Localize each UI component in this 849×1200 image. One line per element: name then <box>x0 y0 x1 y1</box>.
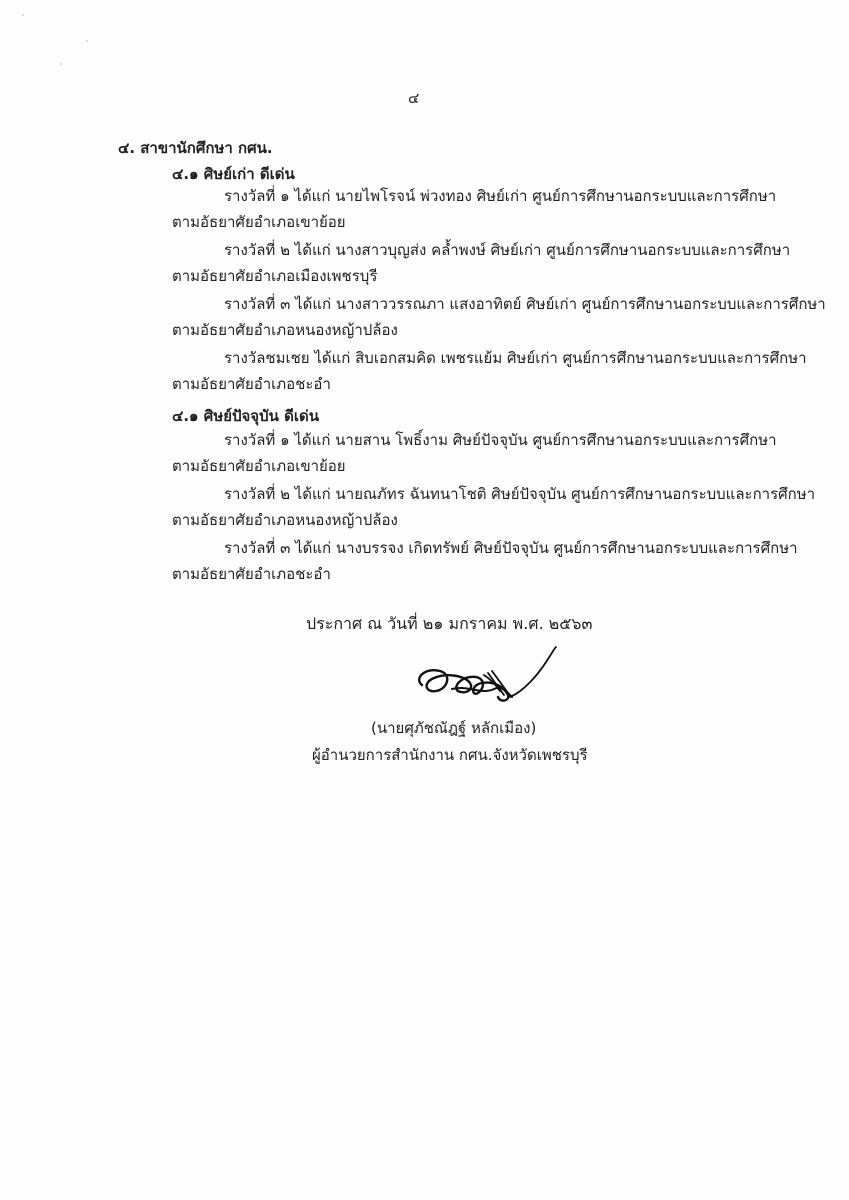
award-line: ตามอัธยาศัยอำเภอเขาย้อย <box>172 457 346 475</box>
signature-image <box>412 645 572 717</box>
subsection-heading-alumni: ๔.๑ ศิษย์เก่า ดีเด่น <box>172 165 295 183</box>
award-line: รางวัลที่ ๓ ได้แก่ นางบรรจง เกิดทรัพย์ ศิษย์ปัจจุบัน ศูนย์การศึกษานอกระบบและการศึกษา <box>224 539 798 557</box>
scan-speck <box>86 40 88 42</box>
subsection-heading-current: ๔.๑ ศิษย์ปัจจุบัน ดีเด่น <box>172 407 319 425</box>
scan-speck <box>22 14 24 16</box>
scan-speck <box>60 63 62 65</box>
page-number: ๔ <box>408 89 420 107</box>
award-line: รางวัลที่ ๑ ได้แก่ นายสาน โพธิ์งาม ศิษย์ปัจจุบัน ศูนย์การศึกษานอกระบบและการศึกษา <box>224 431 777 449</box>
section-heading: ๔. สาขานักศึกษา กศน. <box>118 139 273 157</box>
award-line: ตามอัธยาศัยอำเภอเมืองเพชรบุรี <box>172 267 378 285</box>
award-line: ตามอัธยาศัยอำเภอหนองหญ้าปล้อง <box>172 511 398 529</box>
award-line: รางวัลที่ ๒ ได้แก่ นางสาวบุญส่ง คล้ำพงษ์ ศิษย์เก่า ศูนย์การศึกษานอกระบบและการศึกษา <box>224 241 791 259</box>
award-line: ตามอัธยาศัยอำเภอเขาย้อย <box>172 213 346 231</box>
award-line: ตามอัธยาศัยอำเภอชะอำ <box>172 565 331 583</box>
award-line: รางวัลที่ ๓ ได้แก่ นางสาววรรณภา แสงอาทิตย์ ศิษย์เก่า ศูนย์การศึกษานอกระบบและการศึกษา <box>224 295 826 313</box>
award-line: รางวัลชมเชย ได้แก่ สิบเอกสมคิด เพชรแย้ม ศิษย์เก่า ศูนย์การศึกษานอกระบบและการศึกษา <box>224 349 807 367</box>
award-line: ตามอัธยาศัยอำเภอชะอำ <box>172 375 331 393</box>
award-line: ตามอัธยาศัยอำเภอหนองหญ้าปล้อง <box>172 321 398 339</box>
signer-title: ผู้อำนวยการสำนักงาน กศน.จังหวัดเพชรบุรี <box>312 746 588 764</box>
award-line: รางวัลที่ ๒ ได้แก่ นายณภัทร ฉันทนาโชติ ศิษย์ปัจจุบัน ศูนย์การศึกษานอกระบบและการศึกษา <box>224 485 816 503</box>
announcement-date: ประกาศ ณ วันที่ ๒๑ มกราคม พ.ศ. ๒๕๖๓ <box>306 614 593 633</box>
award-line: รางวัลที่ ๑ ได้แก่ นายไพโรจน์ พ่วงทอง ศิษย์เก่า ศูนย์การศึกษานอกระบบและการศึกษา <box>224 187 777 205</box>
signer-name: (นายศุภัชณัฎฐ์ หลักเมือง) <box>371 719 537 737</box>
